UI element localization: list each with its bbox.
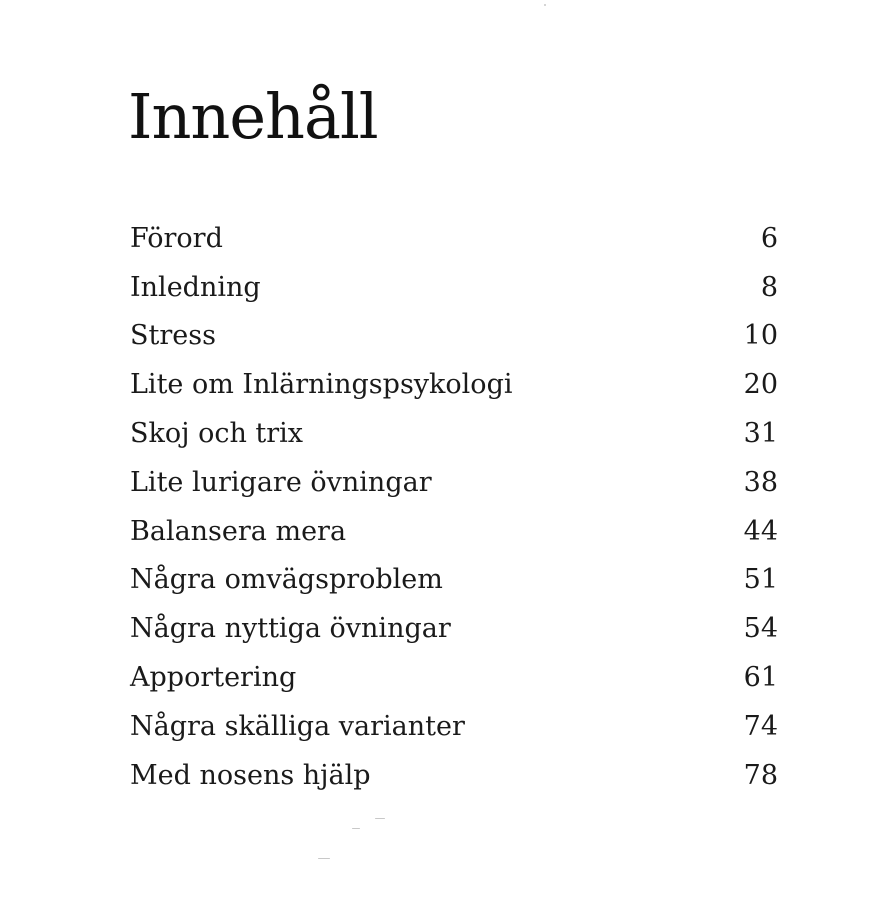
toc-entry-page: 51	[743, 564, 778, 596]
toc-entry-page: 61	[743, 662, 778, 694]
toc-entry-page: 74	[743, 710, 778, 742]
toc-entry-title: Balansera mera	[130, 515, 347, 547]
toc-entry-page: 20	[743, 369, 778, 401]
toc-entry	[130, 263, 778, 312]
toc-entry-title: Inledning	[130, 271, 261, 303]
toc-entry-title: Några omvägsproblem	[130, 564, 443, 596]
page-title: Innehåll	[128, 80, 378, 153]
scan-speck	[352, 828, 360, 829]
scan-speck	[544, 4, 546, 6]
toc-entry-title: Lite lurigare övningar	[130, 466, 432, 498]
toc-entry	[130, 214, 778, 263]
toc-entry	[130, 458, 778, 507]
toc-entry-page: 78	[743, 759, 778, 791]
toc-entry	[130, 751, 778, 800]
toc-entry	[130, 507, 778, 556]
toc-entry-page: 6	[760, 222, 778, 254]
toc-entry-title: Några skälliga varianter	[130, 710, 465, 742]
toc-entry	[130, 604, 778, 653]
scan-speck	[375, 818, 385, 819]
toc-entry-page: 8	[760, 271, 778, 303]
toc-entry-page: 44	[743, 515, 778, 547]
toc-entry-title: Apportering	[130, 662, 297, 694]
table-of-contents	[130, 214, 778, 800]
toc-entry	[130, 556, 778, 605]
toc-entry-page: 54	[743, 613, 778, 645]
toc-entry-title: Förord	[130, 222, 223, 254]
toc-entry	[130, 409, 778, 458]
scan-speck	[318, 858, 330, 859]
toc-entry-page: 10	[743, 320, 778, 352]
toc-entry-title: Stress	[130, 320, 216, 352]
toc-entry	[130, 653, 778, 702]
toc-entry-title: Några nyttiga övningar	[130, 613, 451, 645]
toc-entry	[130, 702, 778, 751]
toc-entry-title: Lite om Inlärningspsykologi	[130, 369, 513, 401]
toc-entry	[130, 312, 778, 361]
toc-entry	[130, 360, 778, 409]
toc-entry-title: Skoj och trix	[130, 418, 304, 450]
toc-entry-title: Med nosens hjälp	[130, 759, 371, 791]
toc-entry-page: 31	[743, 418, 778, 450]
toc-entry-page: 38	[743, 466, 778, 498]
